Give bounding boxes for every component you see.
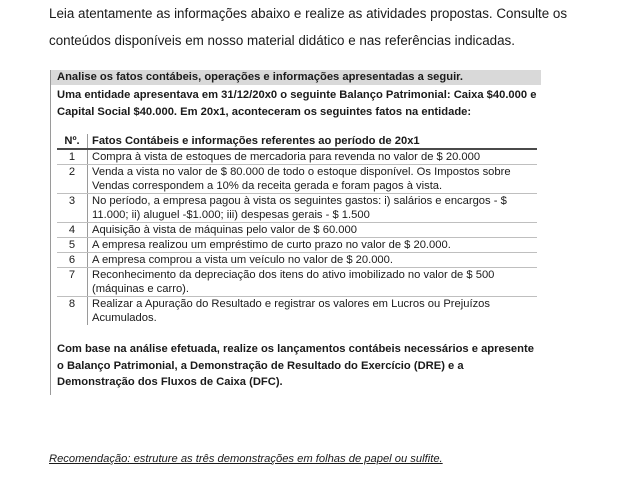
table-row bbox=[57, 268, 537, 297]
facts-table-header bbox=[57, 134, 537, 149]
row-desc: No período, a empresa pagou à vista os seguintes gastos: i) salários e encargos - $ 11.000; ii) aluguel -$1.000; iii) despesas gerais - $ 1.500 bbox=[88, 194, 538, 223]
intro-paragraph: Leia atentamente as informações abaixo e realize as atividades propostas. Consulte os conteúdos disponíveis em nosso material didático e nas referências indicadas. bbox=[49, 6, 568, 48]
col-desc-header: Fatos Contábeis e informações referentes ao período de 20x1 bbox=[88, 134, 538, 149]
activity-box bbox=[50, 70, 541, 395]
row-num: 2 bbox=[57, 165, 88, 194]
row-desc: Reconhecimento da depreciação dos itens do ativo imobilizado no valor de $ 500 (máquinas e carro). bbox=[88, 268, 538, 297]
row-num: 3 bbox=[57, 194, 88, 223]
row-desc: Venda a vista no valor de $ 80.000 de todo o estoque disponível. Os Impostos sobre Vendas correspondem a 10% da receita gerada e foram pagos à vista. bbox=[88, 165, 538, 194]
table-row bbox=[57, 194, 537, 223]
table-row bbox=[57, 165, 537, 194]
box-conclusion: Com base na análise efetuada, realize os lançamentos contábeis necessários e apresente o Balanço Patrimonial, a Demonstração de Resultado do Exercício (DRE) e a Demonstração dos Fluxos de Caixa (DFC). bbox=[57, 343, 534, 388]
table-row bbox=[57, 253, 537, 268]
table-row bbox=[57, 297, 537, 326]
row-desc: A empresa comprou a vista um veículo no valor de $ 20.000. bbox=[88, 253, 538, 268]
table-row bbox=[57, 238, 537, 253]
box-header: Analise os fatos contábeis, operações e informações apresentadas a seguir. bbox=[51, 70, 541, 85]
row-desc: Compra à vista de estoques de mercadoria para revenda no valor de $ 20.000 bbox=[88, 149, 538, 165]
box-context: Uma entidade apresentava em 31/12/20x0 o seguinte Balanço Patrimonial: Caixa $40.000 e Capital Social $40.000. Em 20x1, aconteceram os seguintes fatos na entidade: bbox=[57, 89, 537, 118]
recommendation-note: Recomendação: estruture as três demonstrações em folhas de papel ou sulfite. bbox=[49, 453, 443, 465]
row-num: 7 bbox=[57, 268, 88, 297]
table-row bbox=[57, 223, 537, 238]
row-desc: Realizar a Apuração do Resultado e registrar os valores em Lucros ou Prejuízos Acumulados. bbox=[88, 297, 538, 326]
row-num: 5 bbox=[57, 238, 88, 253]
row-num: 4 bbox=[57, 223, 88, 238]
row-num: 8 bbox=[68, 298, 76, 310]
row-num: 6 bbox=[57, 253, 88, 268]
table-row bbox=[57, 149, 537, 165]
col-num-header: Nº. bbox=[57, 134, 88, 149]
row-desc: Aquisição à vista de máquinas pelo valor de $ 60.000 bbox=[88, 223, 538, 238]
box-bottom-spacer bbox=[51, 391, 541, 395]
row-num: 1 bbox=[57, 149, 88, 165]
facts-table bbox=[57, 134, 537, 325]
row-desc: A empresa realizou um empréstimo de curto prazo no valor de $ 20.000. bbox=[88, 238, 538, 253]
